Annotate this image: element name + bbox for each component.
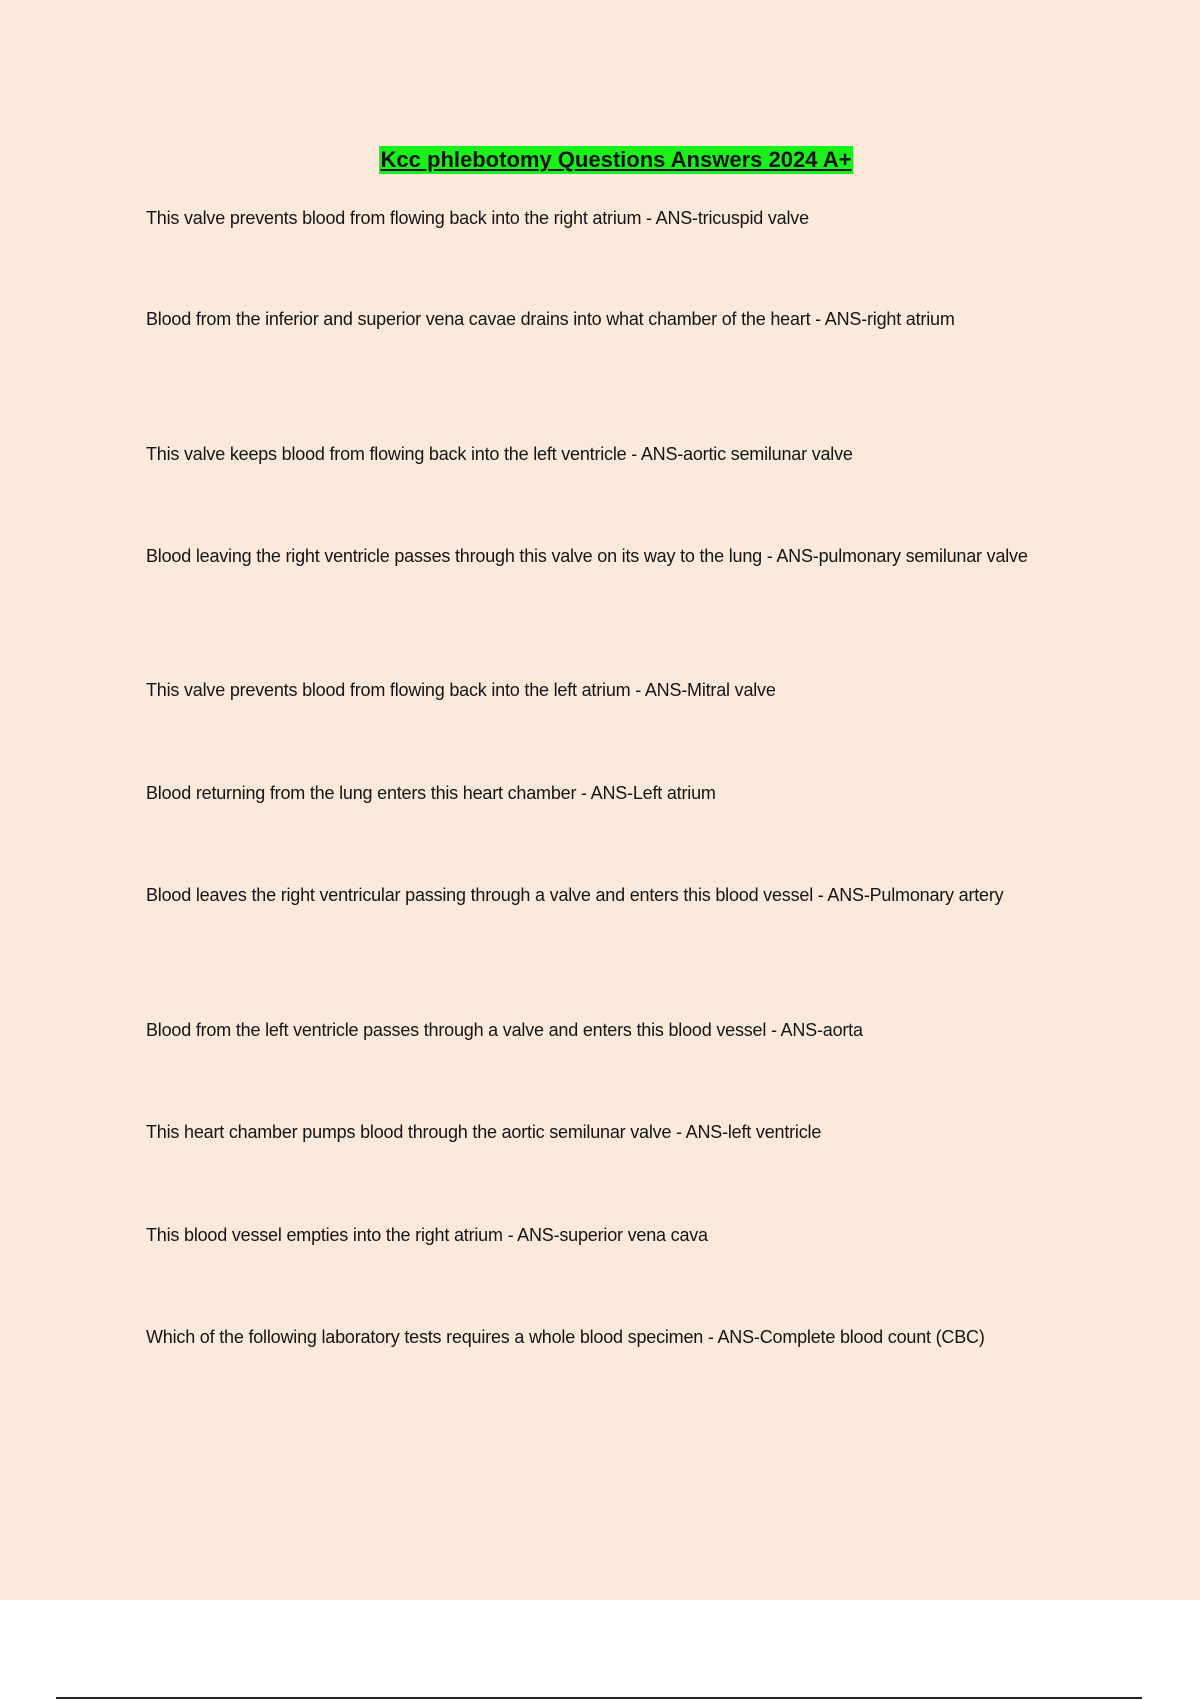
qa-item-8: Blood from the left ventricle passes through a valve and enters this blood vessel - ANS-aorta (146, 1020, 863, 1040)
footer-divider (56, 1697, 1142, 1699)
qa-item-10: This blood vessel empties into the right atrium - ANS-superior vena cava (146, 1225, 708, 1245)
qa-item-3: This valve keeps blood from flowing back into the left ventricle - ANS-aortic semilunar valve (146, 444, 853, 464)
qa-item-5: This valve prevents blood from flowing back into the left atrium - ANS-Mitral valve (146, 680, 776, 700)
qa-item-1: This valve prevents blood from flowing back into the right atrium - ANS-tricuspid valve (146, 208, 809, 228)
qa-item-6: Blood returning from the lung enters this heart chamber - ANS-Left atrium (146, 783, 716, 803)
title-container (0, 146, 1200, 174)
qa-item-9: This heart chamber pumps blood through the aortic semilunar valve - ANS-left ventricle (146, 1122, 822, 1142)
document-title: Kcc phlebotomy Questions Answers 2024 A+ (380, 147, 852, 172)
qa-item-4: Blood leaving the right ventricle passes through this valve on its way to the lung - ANS-pulmonary semilunar valve (146, 546, 1028, 566)
qa-item-11: Which of the following laboratory tests requires a whole blood specimen - ANS-Complete blood count (CBC) (146, 1327, 985, 1347)
qa-item-2: Blood from the inferior and superior vena cavae drains into what chamber of the heart - ANS-right atrium (146, 309, 955, 329)
qa-item-7: Blood leaves the right ventricular passing through a valve and enters this blood vessel - ANS-Pulmonary artery (146, 885, 1004, 905)
